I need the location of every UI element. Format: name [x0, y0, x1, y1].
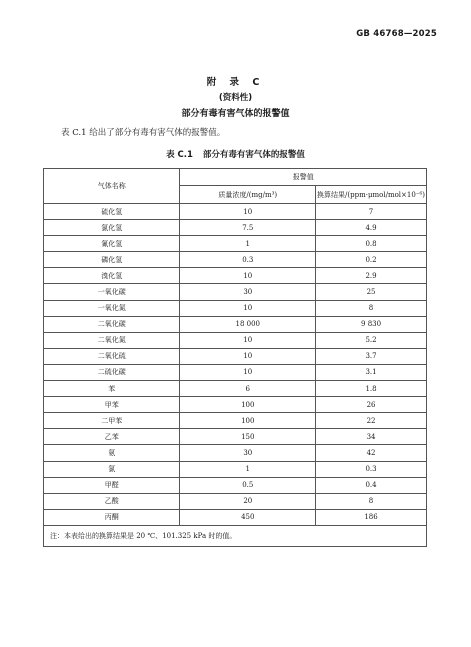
cell-gas-name: 氯: [44, 461, 180, 477]
cell-gas-name: 丙酮: [44, 509, 180, 525]
table-row: [44, 268, 427, 284]
header-alarm-value: 报警值: [180, 169, 427, 186]
table-row: [44, 477, 427, 493]
table-row: [44, 413, 427, 429]
annex-type: (资料性): [218, 93, 253, 103]
cell-converted-result: 4.9: [316, 220, 427, 236]
cell-converted-result: 42: [316, 445, 427, 461]
table-row: [44, 316, 427, 332]
annex-title: 附 录 C: [206, 77, 265, 88]
table-row: [44, 364, 427, 380]
cell-converted-result: 0.4: [316, 477, 427, 493]
cell-converted-result: 3.1: [316, 364, 427, 380]
cell-mass-concentration: 10: [180, 348, 316, 364]
cell-converted-result: 25: [316, 284, 427, 300]
cell-mass-concentration: 6: [180, 381, 316, 397]
cell-gas-name: 硫化氢: [44, 204, 180, 220]
cell-converted-result: 9 830: [316, 316, 427, 332]
table-row: [44, 252, 427, 268]
cell-converted-result: 0.2: [316, 252, 427, 268]
cell-gas-name: 一氧化氮: [44, 300, 180, 316]
cell-converted-result: 26: [316, 397, 427, 413]
cell-gas-name: 氨: [44, 445, 180, 461]
cell-converted-result: 8: [316, 493, 427, 509]
cell-mass-concentration: 100: [180, 397, 316, 413]
cell-mass-concentration: 30: [180, 445, 316, 461]
cell-mass-concentration: 0.5: [180, 477, 316, 493]
cell-gas-name: 甲醛: [44, 477, 180, 493]
cell-converted-result: 1.8: [316, 381, 427, 397]
cell-mass-concentration: 10: [180, 300, 316, 316]
table-row: [44, 204, 427, 220]
cell-gas-name: 溴化氢: [44, 268, 180, 284]
intro-paragraph: 表 C.1 给出了部分有毒有害气体的报警值。: [61, 128, 226, 138]
table-row: [44, 300, 427, 316]
cell-mass-concentration: 1: [180, 236, 316, 252]
cell-converted-result: 0.8: [316, 236, 427, 252]
cell-converted-result: 2.9: [316, 268, 427, 284]
table-row: [44, 509, 427, 525]
header-gas-name: 气体名称: [44, 169, 180, 204]
cell-gas-name: 二氧化氮: [44, 332, 180, 348]
cell-mass-concentration: 150: [180, 429, 316, 445]
cell-converted-result: 34: [316, 429, 427, 445]
cell-mass-concentration: 10: [180, 268, 316, 284]
cell-mass-concentration: 10: [180, 364, 316, 380]
table-note: 注：本表给出的换算结果是 20 ℃、101.325 kPa 时的值。: [44, 525, 427, 546]
cell-gas-name: 磷化氢: [44, 252, 180, 268]
table-caption-title: 部分有毒有害气体的报警值: [202, 150, 305, 160]
cell-gas-name: 氯化氢: [44, 220, 180, 236]
cell-mass-concentration: 10: [180, 204, 316, 220]
table-row: [44, 284, 427, 300]
table-row: [44, 445, 427, 461]
cell-mass-concentration: 30: [180, 284, 316, 300]
table-row: [44, 381, 427, 397]
cell-gas-name: 二氧化碳: [44, 316, 180, 332]
cell-gas-name: 二硫化碳: [44, 364, 180, 380]
cell-converted-result: 3.7: [316, 348, 427, 364]
cell-gas-name: 一氧化碳: [44, 284, 180, 300]
cell-mass-concentration: 0.3: [180, 252, 316, 268]
annex-name: 部分有毒有害气体的报警值: [181, 109, 290, 119]
cell-gas-name: 二氧化硫: [44, 348, 180, 364]
cell-mass-concentration: 20: [180, 493, 316, 509]
cell-mass-concentration: 100: [180, 413, 316, 429]
cell-gas-name: 苯: [44, 381, 180, 397]
table-row: [44, 236, 427, 252]
cell-converted-result: 22: [316, 413, 427, 429]
cell-gas-name: 二甲苯: [44, 413, 180, 429]
cell-converted-result: 5.2: [316, 332, 427, 348]
table-caption: [0, 148, 471, 160]
cell-mass-concentration: 7.5: [180, 220, 316, 236]
alarm-values-table: [43, 168, 427, 547]
cell-converted-result: 7: [316, 204, 427, 220]
cell-mass-concentration: 10: [180, 332, 316, 348]
cell-gas-name: 乙苯: [44, 429, 180, 445]
cell-converted-result: 186: [316, 509, 427, 525]
table-row: [44, 220, 427, 236]
header-mass-concentration: 质量浓度/(mg/m³): [180, 186, 316, 204]
cell-converted-result: 8: [316, 300, 427, 316]
table-row: [44, 493, 427, 509]
table-row: [44, 348, 427, 364]
table-row: [44, 461, 427, 477]
cell-gas-name: 乙酸: [44, 493, 180, 509]
table-caption-number: 表 C.1: [166, 150, 193, 160]
cell-mass-concentration: 18 000: [180, 316, 316, 332]
cell-converted-result: 0.3: [316, 461, 427, 477]
header-converted-result: 换算结果/(ppm·μmol/mol×10⁻⁶): [316, 186, 427, 204]
standard-number: GB 46768—2025: [356, 29, 437, 39]
cell-mass-concentration: 450: [180, 509, 316, 525]
cell-gas-name: 氰化氢: [44, 236, 180, 252]
cell-mass-concentration: 1: [180, 461, 316, 477]
table-body: [44, 204, 427, 526]
cell-gas-name: 甲苯: [44, 397, 180, 413]
table-row: [44, 397, 427, 413]
table-row: [44, 429, 427, 445]
table-row: [44, 332, 427, 348]
